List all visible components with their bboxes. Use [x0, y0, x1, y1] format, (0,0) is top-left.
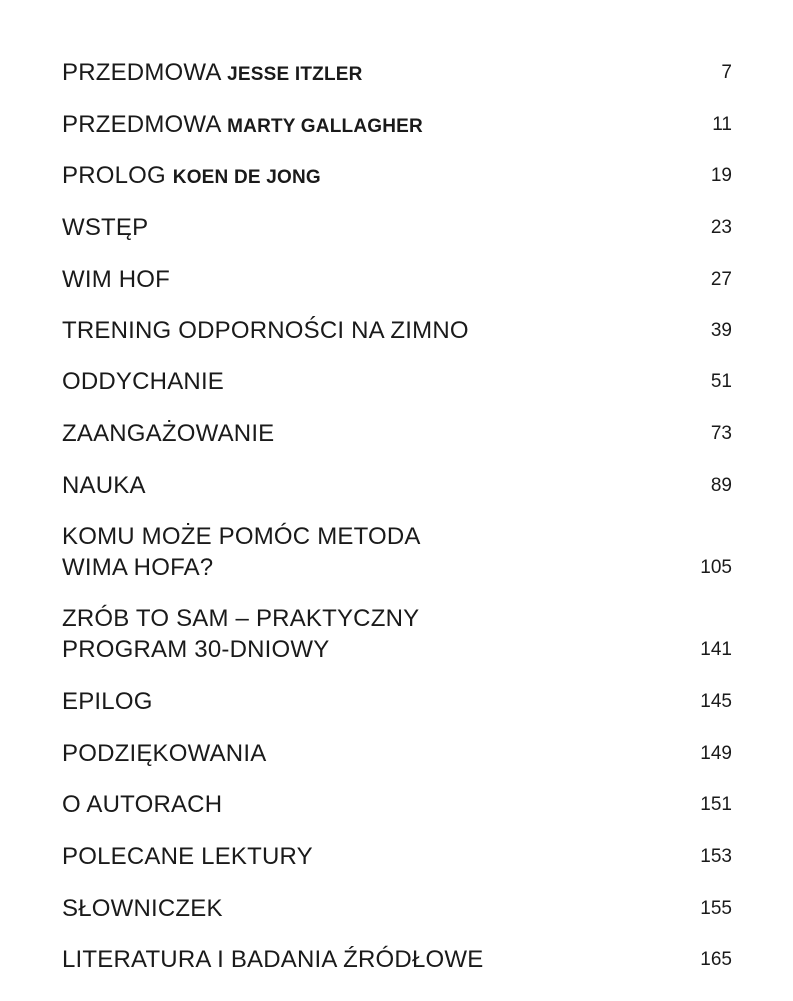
- toc-entry-page: 73: [710, 423, 732, 444]
- toc-entry-page: 11: [712, 114, 732, 135]
- toc-entry-title-line1: ZRÓB TO SAM – PRAKTYCZNY: [62, 605, 420, 632]
- toc-entry-page: 165: [700, 949, 732, 970]
- toc-entry-title: PRZEDMOWA JESSE ITZLER: [62, 59, 363, 86]
- toc-entry-page: 141: [700, 639, 732, 660]
- toc-entry-page: 23: [710, 217, 732, 238]
- toc-entry-title: PROLOG KOEN DE JONG: [62, 162, 321, 189]
- toc-entry-page: 51: [710, 371, 732, 392]
- toc-entry-title: WIM HOF: [62, 266, 171, 293]
- toc-entry-author: KOEN DE JONG: [172, 167, 321, 188]
- toc-entry-title: SŁOWNICZEK: [62, 895, 223, 922]
- toc-entry-page: 105: [700, 557, 732, 578]
- toc-entry-title-line1: KOMU MOŻE POMÓC METODA: [62, 523, 421, 550]
- toc-entry-title: ZAANGAŻOWANIE: [62, 420, 275, 447]
- toc-entry-title: LITERATURA I BADANIA ŹRÓDŁOWE: [62, 946, 484, 973]
- toc-entry-page: 39: [710, 320, 732, 341]
- toc-entry-title: PODZIĘKOWANIA: [62, 740, 267, 767]
- toc-entry-author: JESSE ITZLER: [227, 64, 363, 85]
- toc-entry-page: 89: [710, 475, 732, 496]
- toc-entry-page: 155: [700, 898, 732, 919]
- toc-entry-page: 145: [700, 691, 732, 712]
- toc-entry-page: 151: [700, 794, 732, 815]
- toc-entry-page: 7: [721, 62, 732, 83]
- toc-entry-title: EPILOG: [62, 688, 153, 715]
- toc-entry-title: PRZEDMOWA MARTY GALLAGHER: [62, 111, 423, 138]
- toc-entry-title: TRENING ODPORNOŚCI NA ZIMNO: [62, 317, 469, 344]
- toc-entry-page: 153: [700, 846, 732, 867]
- toc-entry-title: O AUTORACH: [62, 791, 223, 818]
- toc-entry-title: POLECANE LEKTURY: [62, 843, 313, 870]
- toc-entry-title-line2: WIMA HOFA?: [62, 554, 214, 581]
- toc-entry-title: ODDYCHANIE: [62, 368, 225, 395]
- toc-entry-author: MARTY GALLAGHER: [227, 116, 423, 137]
- toc-entry-title: NAUKA: [62, 472, 146, 499]
- toc-entry-page: 19: [710, 165, 732, 186]
- toc-entry-page: 27: [710, 269, 732, 290]
- toc-entry-title-line2: PROGRAM 30-DNIOWY: [62, 636, 330, 663]
- toc-entry-title: WSTĘP: [62, 214, 149, 241]
- toc-entry-page: 149: [700, 743, 732, 764]
